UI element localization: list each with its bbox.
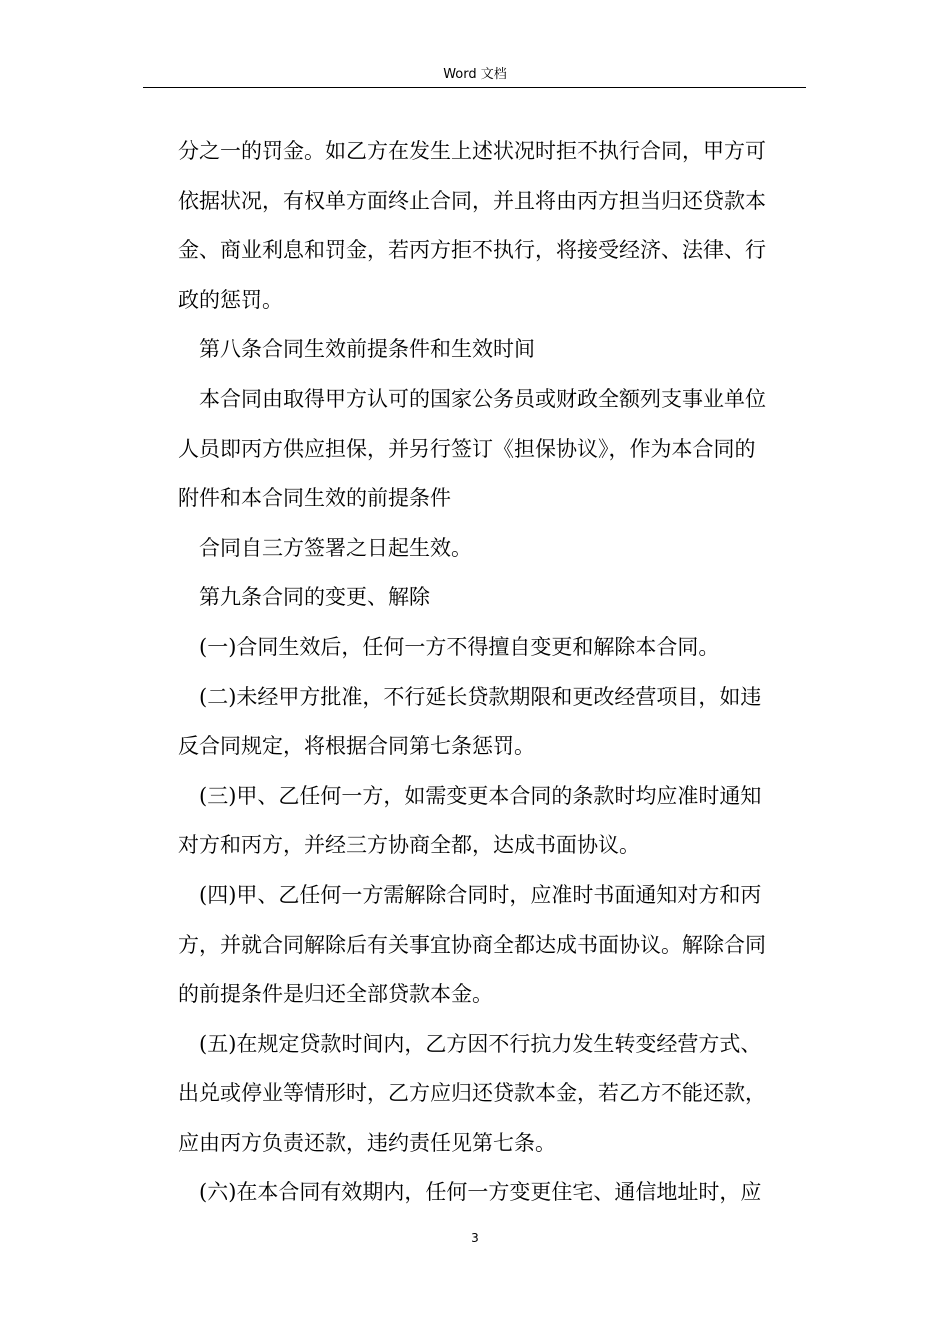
text-line: 反合同规定，将根据合同第七条惩罚。 xyxy=(178,734,535,759)
text-line: 的前提条件是归还全部贷款本金。 xyxy=(178,982,493,1007)
clause-line: (六)在本合同有效期内，任何一方变更住宅、通信地址时，应 xyxy=(199,1180,762,1205)
page-number: 3 xyxy=(471,1231,479,1245)
text-line: 依据状况，有权单方面终止合同，并且将由丙方担当归还贷款本 xyxy=(178,188,766,213)
clause-line: (一)合同生效后，任何一方不得擅自变更和解除本合同。 xyxy=(199,634,720,659)
text-line: 对方和丙方，并经三方协商全都，达成书面协议。 xyxy=(178,833,640,858)
section-heading: 第九条合同的变更、解除 xyxy=(199,585,430,610)
clause-line: (五)在规定贷款时间内，乙方因不行抗力发生转变经营方式、 xyxy=(199,1031,762,1056)
text-line: 方，并就合同解除后有关事宜协商全都达成书面协议。解除合同 xyxy=(178,932,766,957)
text-line: 附件和本合同生效的前提条件 xyxy=(178,486,451,511)
text-line: 合同自三方签署之日起生效。 xyxy=(199,535,472,560)
header-title: Word 文档 xyxy=(443,67,507,82)
text-line: 应由丙方负责还款，违约责任见第七条。 xyxy=(178,1130,556,1155)
page-footer xyxy=(0,1230,950,1246)
text-line: 分之一的罚金。如乙方在发生上述状况时拒不执行合同，甲方可 xyxy=(178,139,766,163)
text-line: 政的惩罚。 xyxy=(178,287,283,312)
document-body xyxy=(178,127,806,1218)
text-line: 人员即丙方供应担保，并另行签订《担保协议》，作为本合同的 xyxy=(178,436,756,461)
text-line: 金、商业利息和罚金，若丙方拒不执行，将接受经济、法律、行 xyxy=(178,238,766,263)
clause-line: (四)甲、乙任何一方需解除合同时，应准时书面通知对方和丙 xyxy=(199,882,762,907)
text-line: 出兑或停业等情形时，乙方应归还贷款本金，若乙方不能还款， xyxy=(178,1081,766,1106)
page-header xyxy=(0,66,950,84)
clause-line: (三)甲、乙任何一方，如需变更本合同的条款时均应准时通知 xyxy=(199,783,762,808)
clause-line: (二)未经甲方批准，不行延长贷款期限和更改经营项目，如违 xyxy=(199,684,762,709)
text-line: 本合同由取得甲方认可的国家公务员或财政全额列支事业单位 xyxy=(199,386,766,411)
section-heading: 第八条合同生效前提条件和生效时间 xyxy=(199,337,535,362)
header-divider xyxy=(143,87,806,88)
